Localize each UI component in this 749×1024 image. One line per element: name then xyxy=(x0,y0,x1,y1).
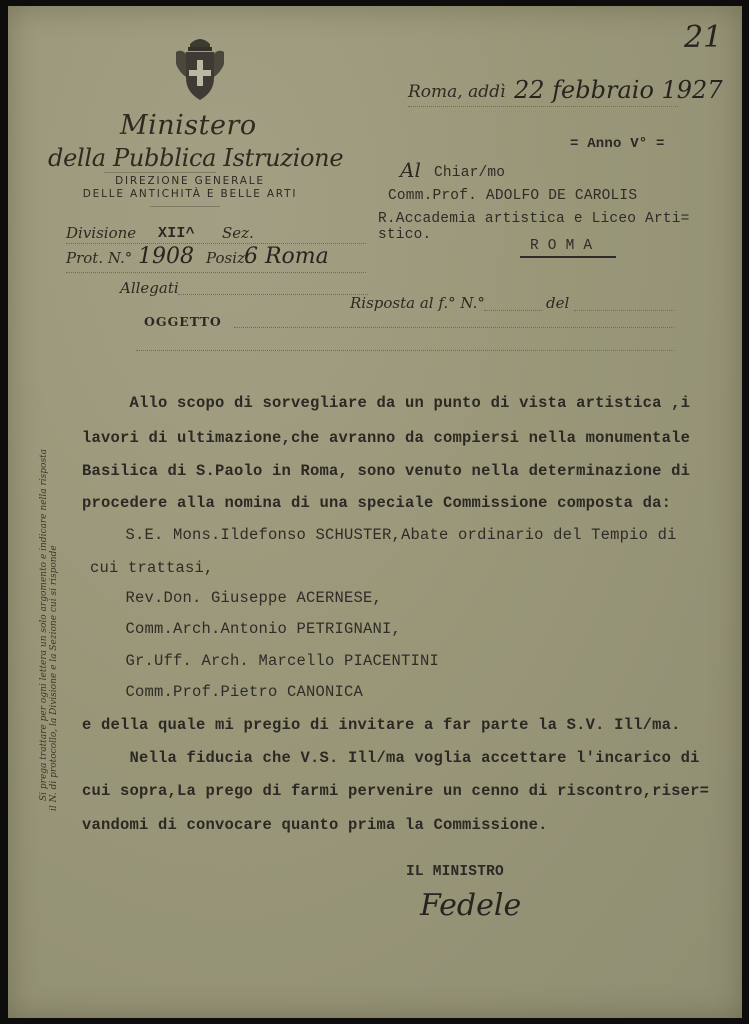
recipient-line4: stico. xyxy=(378,227,432,243)
oggetto-line xyxy=(234,327,674,328)
division-value: XII^ xyxy=(158,225,195,242)
body-paragraph-2: e della quale mi pregio di invitare a far parte la S.V. Ill/ma. xyxy=(82,716,681,734)
section-label: Sez. xyxy=(222,224,254,242)
letterhead-divider-bottom xyxy=(150,206,220,207)
anno-label: = Anno V° = xyxy=(570,136,665,152)
body-paragraph-1-line-1: Allo scopo di sorvegliare da un punto di vista artistica ,i xyxy=(82,394,691,412)
recipient-prefix: Al xyxy=(400,158,421,182)
oggetto-label: OGGETTO xyxy=(144,314,222,329)
allegati-underline xyxy=(178,294,368,295)
savoy-coat-of-arms-icon xyxy=(172,34,228,104)
member-line-2: cui trattasi, xyxy=(90,559,214,577)
allegati-label: Allegati xyxy=(120,279,179,297)
posiz-label: Posiz. xyxy=(206,249,250,267)
margin-note-line2: il N. di protocollo, la Divisione e la Sezione cui si risponde xyxy=(49,545,59,811)
body-paragraph-3-line-2: cui sopra,La prego di farmi pervenire un cenno di riscontro,riser= xyxy=(82,782,710,800)
member-line-3: Rev.Don. Giuseppe ACERNESE, xyxy=(78,589,383,607)
member-line-1: S.E. Mons.Ildefonso SCHUSTER,Abate ordinario del Tempio di xyxy=(78,526,677,544)
letter-page xyxy=(8,6,742,1018)
division-label: Divisione xyxy=(66,224,137,242)
member-line-6: Comm.Prof.Pietro CANONICA xyxy=(78,683,364,701)
body-paragraph-3-line-3: vandomi di convocare quanto prima la Commissione. xyxy=(82,816,548,834)
body-paragraph-1-line-2: lavori di ultimazione,che avranno da compiersi nella monumentale xyxy=(82,429,691,447)
prot-label: Prot. N.° xyxy=(66,249,133,267)
oggetto-line-2 xyxy=(136,350,674,351)
date-line-underline xyxy=(408,106,678,107)
risposta-number-line xyxy=(484,310,542,311)
recipient-city: R O M A xyxy=(530,238,593,254)
direction-line1: DIREZIONE GENERALE xyxy=(115,175,265,187)
recipient-line1: Chiar/mo xyxy=(434,165,506,181)
member-line-5: Gr.Uff. Arch. Marcello PIACENTINI xyxy=(78,652,440,670)
direction-line2: DELLE ANTICHITÀ E BELLE ARTI xyxy=(82,188,298,200)
ministry-title-line1: Ministero xyxy=(120,110,257,141)
body-paragraph-1-line-3: Basilica di S.Paolo in Roma, sono venuto nella determinazione di xyxy=(82,462,691,480)
margin-note-line1: Si prega trattare per ogni lettera un solo argomento e indicare nella risposta xyxy=(39,448,49,801)
signature-title: IL MINISTRO xyxy=(406,864,504,880)
body-paragraph-1-line-4: procedere alla nomina di una speciale Commissione composta da: xyxy=(82,494,672,512)
body-paragraph-3-line-1: Nella fiducia che V.S. Ill/ma voglia accettare l'incarico di xyxy=(82,749,700,767)
member-line-4: Comm.Arch.Antonio PETRIGNANI, xyxy=(78,620,402,638)
date-place-label: Roma, addì xyxy=(408,82,506,102)
del-label: del xyxy=(546,294,570,312)
recipient-line2: Comm.Prof. ADOLFO DE CAROLIS xyxy=(388,188,638,204)
city-underline xyxy=(520,256,616,258)
del-line xyxy=(574,310,674,311)
posiz-value: 6 Roma xyxy=(244,244,329,269)
signature-handwritten: Fedele xyxy=(420,888,522,923)
ministry-title-line2: della Pubblica Istruzione xyxy=(48,144,344,172)
page-number: 21 xyxy=(684,20,723,55)
margin-note xyxy=(32,366,62,826)
handwritten-date: 22 febbraio 1927 xyxy=(514,76,723,104)
prot-underline xyxy=(66,272,366,273)
recipient-line3: R.Accademia artistica e Liceo Arti= xyxy=(378,211,690,227)
risposta-label: Risposta al f.° N.° xyxy=(350,294,485,312)
letterhead-divider-top xyxy=(104,172,216,173)
prot-value: 1908 xyxy=(138,244,194,269)
